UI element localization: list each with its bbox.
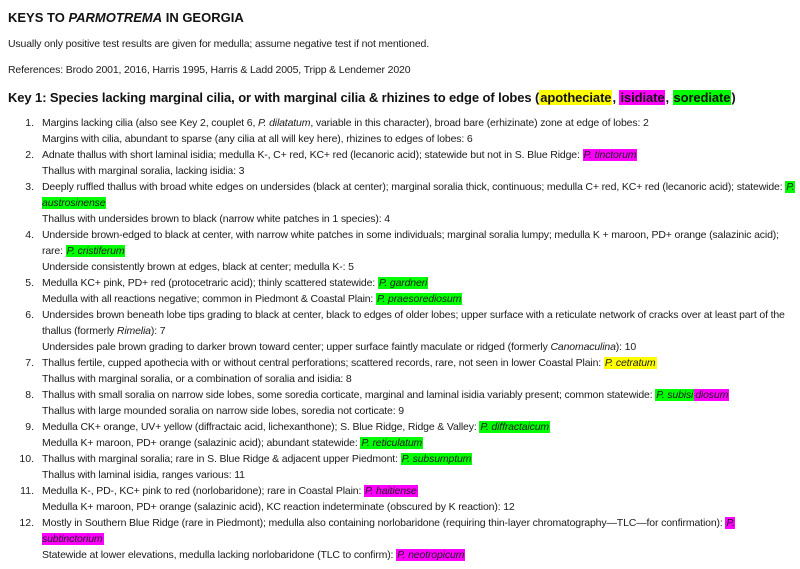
- couplet-alternatives: [42, 147, 797, 179]
- couplet-alternative: [42, 387, 797, 403]
- text-run: ): [731, 90, 736, 105]
- species-name: P. cetratum: [604, 357, 656, 369]
- text-run: ): 10: [615, 341, 637, 353]
- couplet-number: 10.: [19, 453, 34, 465]
- couplet-row: [8, 147, 797, 179]
- couplet-row: [8, 115, 797, 147]
- text-run: Medulla K-, PD-, KC+ pink to red (norlobaridone); rare in Coastal Plain:: [42, 485, 364, 497]
- couplet-number: 4.: [25, 229, 34, 241]
- couplet-alternative: [42, 211, 797, 227]
- term-isidiate: isidiate: [620, 90, 665, 105]
- couplet-alternatives: [42, 451, 797, 483]
- species-name: P. gardneri: [378, 277, 428, 289]
- species-name: P. austrosinense: [42, 181, 795, 209]
- couplet-row: [8, 275, 797, 307]
- term-sorediate: sorediate: [673, 90, 731, 105]
- couplet-number: 1.: [25, 117, 34, 129]
- species-name: P. tinctorum: [583, 149, 637, 161]
- couplet-alternative: [42, 371, 797, 387]
- couplet-alternative: [42, 339, 797, 355]
- text-run: Key 1: Species lacking marginal cilia, or with marginal cilia & rhizines to edge of lobes (: [8, 90, 540, 105]
- text-run: ): 7: [150, 325, 166, 337]
- couplet-number: 9.: [25, 421, 34, 433]
- text-run: IN GEORGIA: [162, 10, 244, 25]
- text-run: Thallus with undersides brown to black (narrow white patches in 1 species): 4: [42, 213, 390, 225]
- couplet-alternative: [42, 147, 797, 163]
- couplet-row: [8, 483, 797, 515]
- couplet-alternative: [42, 467, 797, 483]
- text-run: Medulla CK+ orange, UV+ yellow (diffractaic acid, lichexanthone); S. Blue Ridge, Ridge & Valley:: [42, 421, 480, 433]
- couplet-alternatives: [42, 307, 797, 355]
- text-run: , variable in this character), broad bare (erhizinate) zone at edge of lobes: 2: [310, 117, 649, 129]
- genus-name: PARMOTREMA: [68, 10, 163, 25]
- couplet-alternatives: [42, 483, 797, 515]
- species-name: P. dilatatum: [258, 117, 311, 129]
- species-name: P. praesorediosum: [376, 293, 462, 305]
- couplet-alternative: [42, 419, 797, 435]
- couplet-row: [8, 515, 797, 563]
- species-name: P. diffractaicum: [480, 421, 549, 433]
- species-name: P. subsumptum: [401, 453, 472, 465]
- key1-heading: [8, 90, 797, 106]
- text-run: Underside brown-edged to black at center, with narrow white patches in some individuals; marginal soralia lumpy; medulla K + maroon, PD+ orange (salazinic acid); rare:: [42, 229, 779, 257]
- couplet-alternative: [42, 435, 797, 451]
- couplet-alternative: [42, 307, 797, 339]
- text-run: Thallus with laminal isidia, ranges various: 11: [42, 469, 245, 481]
- text-run: Thallus with marginal soralia, lacking isidia: 3: [42, 165, 245, 177]
- text-run: Thallus with marginal soralia; rare in S. Blue Ridge & adjacent upper Piedmont:: [42, 453, 401, 465]
- text-run: Undersides brown beneath lobe tips grading to black at center, black to edges of older lobes; upper surface with a reticulate network of cracks over at least part of the thallus (formerly: [42, 309, 785, 337]
- couplet-row: [8, 307, 797, 355]
- text-run: Thallus fertile, cupped apothecia with or without central perforations; scattered records, rare, not seen in lower Coastal Plain:: [42, 357, 604, 369]
- couplet-alternative: [42, 131, 797, 147]
- couplet-alternatives: [42, 227, 797, 275]
- couplet-number: 5.: [25, 277, 34, 289]
- couplet-alternative: [42, 499, 797, 515]
- text-run: Medulla K+ maroon, PD+ orange (salazinic acid), KC reaction indeterminate (obscured by K reaction): 12: [42, 501, 515, 513]
- couplet-alternative: [42, 547, 797, 563]
- text-run: Medulla K+ maroon, PD+ orange (salazinic acid); abundant statewide:: [42, 437, 361, 449]
- couplet-alternative: [42, 403, 797, 419]
- key1-couplet-list: [8, 115, 797, 563]
- species-name: P. cristiferum: [66, 245, 125, 257]
- couplet-alternative: [42, 355, 797, 371]
- text-run: Thallus with large mounded soralia on narrow side lobes, soredia not corticate: 9: [42, 405, 404, 417]
- couplet-alternatives: [42, 387, 797, 419]
- species-name: diosum: [695, 389, 729, 401]
- couplet-alternative: [42, 291, 797, 307]
- text-run: Margins lacking cilia (also see Key 2, couplet 6,: [42, 117, 259, 129]
- couplet-row: [8, 451, 797, 483]
- couplet-alternative: [42, 179, 797, 211]
- couplet-alternative: [42, 259, 797, 275]
- term-apotheciate: apotheciate: [540, 90, 612, 105]
- text-run: KEYS TO: [8, 10, 69, 25]
- couplet-alternative: [42, 115, 797, 131]
- species-name: P. subisi: [656, 389, 694, 401]
- couplet-alternative: [42, 515, 797, 547]
- couplet-alternative: [42, 483, 797, 499]
- species-name: P. reticulatum: [361, 437, 423, 449]
- medulla-note: Usually only positive test results are given for medulla; assume negative test if not mentioned.: [8, 38, 429, 50]
- couplet-row: [8, 355, 797, 387]
- couplet-number: 2.: [25, 149, 34, 161]
- text-run: Adnate thallus with short laminal isidia; medulla K-, C+ red, KC+ red (lecanoric acid); statewide but not in S. Blue Ridge:: [42, 149, 583, 161]
- species-name: P. subtinctorium: [42, 517, 735, 545]
- text-run: Medulla with all reactions negative; common in Piedmont & Coastal Plain:: [42, 293, 376, 305]
- text-run: Deeply ruffled thallus with broad white edges on undersides (black at center); marginal soralia thick, continuous; medulla C+ red, KC+ red (lecanoric acid); statewide:: [42, 181, 786, 193]
- couplet-alternative: [42, 275, 797, 291]
- text-run: Mostly in Southern Blue Ridge (rare in Piedmont); medulla also containing norlobaridone (requiring thin-layer chromatography—TLC—for confirmation):: [42, 517, 726, 529]
- couplet-number: 7.: [25, 357, 34, 369]
- couplet-row: [8, 387, 797, 419]
- text-run: ,: [612, 90, 620, 105]
- couplet-alternatives: [42, 275, 797, 307]
- species-name: P. neotropicum: [397, 549, 465, 561]
- genus-name: Canomaculina: [550, 341, 616, 353]
- text-run: Medulla KC+ pink, PD+ red (protocetraric acid); thinly scattered statewide:: [42, 277, 378, 289]
- couplet-alternatives: [42, 419, 797, 451]
- couplet-number: 12.: [19, 517, 34, 529]
- couplet-row: [8, 227, 797, 275]
- species-name: P. haitiense: [365, 485, 417, 497]
- couplet-number: 8.: [25, 389, 34, 401]
- couplet-alternatives: [42, 115, 797, 147]
- couplet-alternative: [42, 451, 797, 467]
- text-run: Thallus with small soralia on narrow side lobes, some soredia corticate, marginal and laminal isidia variably present; common statewide:: [42, 389, 656, 401]
- couplet-number: 3.: [25, 181, 34, 193]
- couplet-alternative: [42, 227, 797, 259]
- text-run: Underside consistently brown at edges, black at center; medulla K-: 5: [42, 261, 354, 273]
- text-run: Statewide at lower elevations, medulla lacking norlobaridone (TLC to confirm):: [42, 549, 397, 561]
- text-run: Thallus with marginal soralia, or a combination of soralia and isidia: 8: [42, 373, 352, 385]
- text-run: Margins with cilia, abundant to sparse (any cilia at all will key here), rhizines to edges of lobes: 6: [42, 133, 473, 145]
- references-line: References: Brodo 2001, 2016, Harris 1995, Harris & Ladd 2005, Tripp & Lendemer 2020: [8, 64, 411, 76]
- couplet-alternatives: [42, 515, 797, 563]
- text-run: ,: [665, 90, 673, 105]
- page-title: [8, 10, 797, 25]
- couplet-alternatives: [42, 179, 797, 227]
- couplet-row: [8, 419, 797, 451]
- genus-name: Rimelia: [116, 325, 151, 337]
- text-run: Undersides pale brown grading to darker brown toward center; upper surface faintly maculate or ridged (formerly: [42, 341, 551, 353]
- couplet-number: 11.: [20, 485, 34, 497]
- couplet-number: 6.: [25, 309, 34, 321]
- couplet-alternatives: [42, 355, 797, 387]
- couplet-alternative: [42, 163, 797, 179]
- couplet-row: [8, 179, 797, 227]
